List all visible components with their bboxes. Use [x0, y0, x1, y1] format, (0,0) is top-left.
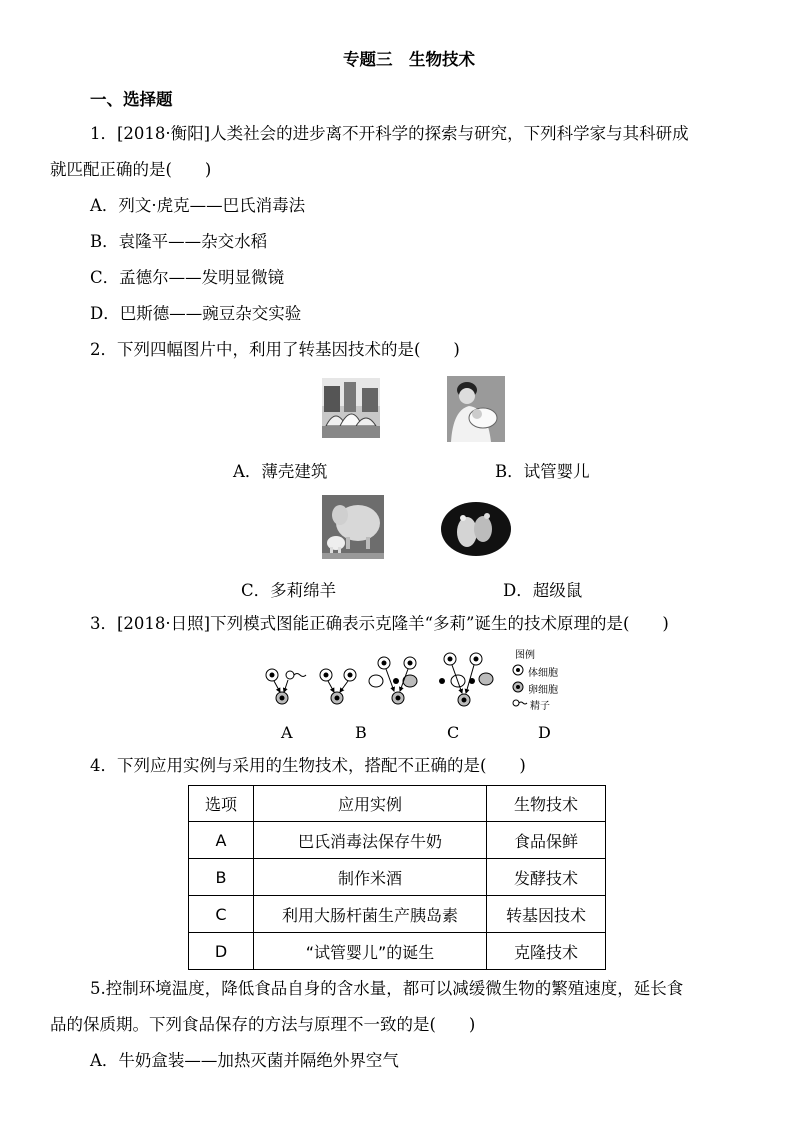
table-cell: 巴氏消毒法保存牛奶	[254, 822, 487, 859]
table-row	[189, 859, 606, 896]
q2-caption-a: A．薄壳建筑	[233, 462, 328, 481]
legend-title: 图例	[515, 650, 535, 661]
table-cell: 制作米酒	[254, 859, 487, 896]
table-cell: D	[189, 933, 254, 970]
q1-option-c: C．孟德尔——发明显微镜	[90, 268, 285, 287]
diagram-c	[369, 657, 417, 704]
table-header-cell: 生物技术	[487, 786, 606, 822]
diagram-b	[320, 669, 356, 704]
table-header-row	[189, 786, 606, 822]
test-tube-baby-photo	[447, 376, 505, 442]
diagram-a	[266, 669, 306, 704]
table-cell: 食品保鲜	[487, 822, 606, 859]
q2-stem: 2．下列四幅图片中，利用了转基因技术的是( )	[90, 340, 460, 359]
q5-option-a: A．牛奶盒装——加热灭菌并隔绝外界空气	[90, 1051, 399, 1070]
section-heading: 一、选择题	[90, 90, 173, 109]
dolly-sheep-photo	[322, 495, 384, 559]
table-cell: B	[189, 859, 254, 896]
legend-egg-cell: 卵细胞	[528, 685, 558, 696]
diagram-d	[439, 653, 493, 706]
q3-label-a: A	[281, 723, 293, 742]
q3-label-c: C	[447, 723, 460, 742]
table-cell: 转基因技术	[487, 896, 606, 933]
q5-stem-line1: 5.控制环境温度，降低食品自身的含水量，都可以减缓微生物的繁殖速度，延长食	[90, 979, 684, 998]
table-cell: 利用大肠杆菌生产胰岛素	[254, 896, 487, 933]
q5-stem-line2: 品的保质期。下列食品保存的方法与原理不一致的是( )	[50, 1015, 476, 1034]
table-row	[189, 896, 606, 933]
table-cell: C	[189, 896, 254, 933]
table-cell: 发酵技术	[487, 859, 606, 896]
table-cell: A	[189, 822, 254, 859]
q1-option-a: A．列文·虎克——巴氏消毒法	[90, 196, 306, 215]
table-row	[189, 933, 606, 970]
table-cell: 克隆技术	[487, 933, 606, 970]
q2-caption-d: D．超级鼠	[503, 581, 583, 600]
super-mouse-photo	[441, 502, 511, 556]
q2-caption-b: B．试管婴儿	[495, 462, 590, 481]
legend-sperm: 精子	[530, 701, 550, 712]
q1-stem-line2: 就匹配正确的是( )	[50, 160, 212, 179]
q3-label-b: B	[355, 723, 367, 742]
q3-stem: 3．[2018·日照]下列模式图能正确表示克隆羊“多莉”诞生的技术原理的是( )	[90, 614, 669, 633]
table-header-cell: 应用实例	[254, 786, 487, 822]
q2-caption-c: C．多莉绵羊	[241, 581, 337, 600]
table-header-cell: 选项	[189, 786, 254, 822]
table-cell: “试管婴儿”的诞生	[254, 933, 487, 970]
q4-stem: 4．下列应用实例与采用的生物技术，搭配不正确的是( )	[90, 756, 526, 775]
table-row	[189, 822, 606, 859]
q4-table	[188, 785, 606, 970]
legend-somatic-cell: 体细胞	[528, 668, 558, 679]
q1-option-b: B．袁隆平——杂交水稻	[90, 232, 268, 251]
page-title: 专题三 生物技术	[343, 50, 475, 69]
thin-shell-building-photo	[322, 378, 380, 438]
q1-stem-line1: 1．[2018·衡阳]人类社会的进步离不开科学的探索与研究，下列科学家与其科研成	[90, 124, 689, 143]
q3-label-d: D	[538, 723, 551, 742]
q1-option-d: D．巴斯德——豌豆杂交实验	[90, 304, 302, 323]
